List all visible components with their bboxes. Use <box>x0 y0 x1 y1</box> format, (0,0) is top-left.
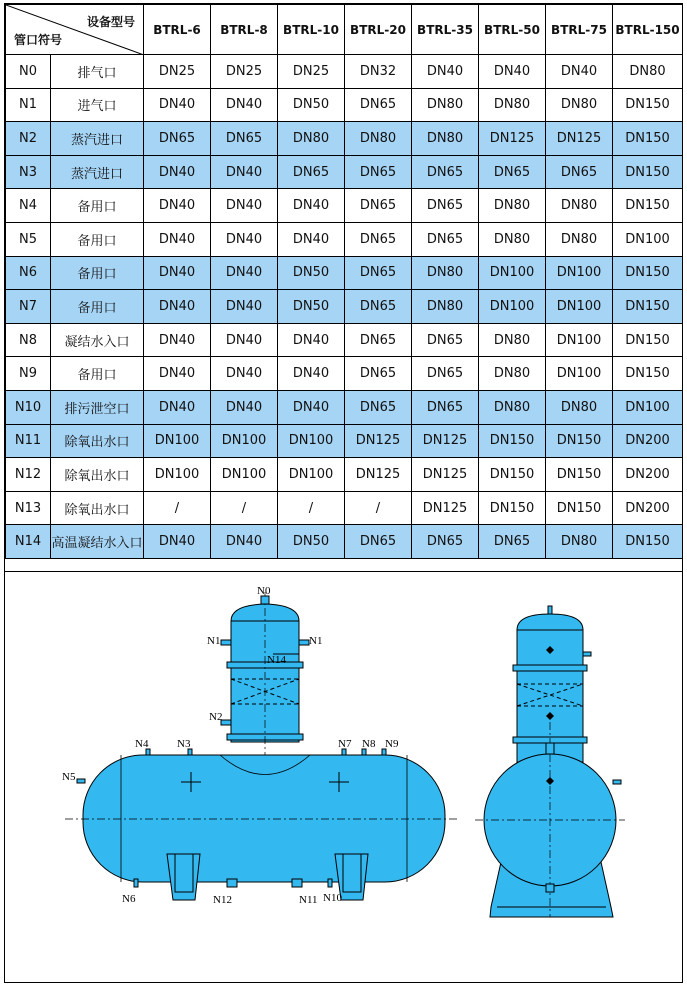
table-row <box>6 424 683 458</box>
nozzle-size: DN40 <box>211 290 278 324</box>
label-n12: N12 <box>213 894 232 906</box>
nozzle-size: DN40 <box>144 290 211 324</box>
label-n5: N5 <box>62 771 76 783</box>
nozzle-size: DN80 <box>546 222 613 256</box>
nozzle-size: DN100 <box>211 458 278 492</box>
nozzle-size: DN65 <box>345 189 412 223</box>
nozzle-size: DN125 <box>412 424 479 458</box>
nozzle-size: DN65 <box>412 525 479 559</box>
label-n7: N7 <box>338 738 352 750</box>
nozzle-size: DN100 <box>211 424 278 458</box>
nozzle-size: DN100 <box>479 256 546 290</box>
nozzle-size: DN100 <box>546 357 613 391</box>
nozzle-name: 备用口 <box>51 189 144 223</box>
table-row <box>6 357 683 391</box>
nozzle-size: DN40 <box>211 222 278 256</box>
nozzle-size: DN100 <box>613 222 683 256</box>
model-header: BTRL-35 <box>412 5 479 55</box>
nozzle-size: DN150 <box>613 525 683 559</box>
storage-tank <box>65 749 460 900</box>
nozzle-code: N4 <box>6 189 51 223</box>
nozzle-size: DN65 <box>345 525 412 559</box>
nozzle-size: DN40 <box>278 222 345 256</box>
nozzle-name: 除氧出水口 <box>51 424 144 458</box>
nozzle-size: DN100 <box>546 290 613 324</box>
nozzle-size: DN80 <box>479 323 546 357</box>
nozzle-size: DN40 <box>211 390 278 424</box>
nozzle-size: DN65 <box>479 155 546 189</box>
nozzle-size: DN100 <box>479 290 546 324</box>
nozzle-size: DN65 <box>211 122 278 156</box>
table-row <box>6 390 683 424</box>
nozzle-name: 凝结水入口 <box>51 323 144 357</box>
nozzle-code: N5 <box>6 222 51 256</box>
nozzle-size: DN25 <box>278 55 345 89</box>
label-n2: N2 <box>209 711 223 723</box>
nozzle-size: DN65 <box>479 525 546 559</box>
nozzle-size: / <box>211 491 278 525</box>
nozzle-size: DN80 <box>613 55 683 89</box>
nozzle-name: 备用口 <box>51 290 144 324</box>
nozzle-size: DN40 <box>144 390 211 424</box>
model-header: BTRL-150 <box>613 5 683 55</box>
nozzle-size: DN40 <box>211 88 278 122</box>
nozzle-size: DN200 <box>613 424 683 458</box>
nozzle-size: DN65 <box>144 122 211 156</box>
nozzle-name: 蒸汽进口 <box>51 155 144 189</box>
nozzle-size: DN40 <box>211 357 278 391</box>
nozzle-size: DN125 <box>546 122 613 156</box>
nozzle-size: DN150 <box>613 290 683 324</box>
nozzle-size: DN125 <box>412 491 479 525</box>
vessel-drawing <box>5 571 682 983</box>
nozzle-size: DN50 <box>278 256 345 290</box>
nozzle-name: 备用口 <box>51 256 144 290</box>
nozzle-name: 除氧出水口 <box>51 491 144 525</box>
nozzle-size: DN100 <box>546 256 613 290</box>
nozzle-code: N7 <box>6 290 51 324</box>
corner-bottom-label: 管口符号 <box>14 33 63 47</box>
model-header: BTRL-8 <box>211 5 278 55</box>
nozzle-size: DN125 <box>479 122 546 156</box>
nozzle-table <box>5 4 683 559</box>
nozzle-code: N0 <box>6 55 51 89</box>
nozzle-size: DN80 <box>412 88 479 122</box>
label-n1-left: N1 <box>207 635 221 647</box>
nozzle-size: DN100 <box>278 458 345 492</box>
nozzle-size: DN40 <box>144 155 211 189</box>
nozzle-size: DN65 <box>345 256 412 290</box>
nozzle-size: / <box>144 491 211 525</box>
nozzle-size: DN100 <box>613 390 683 424</box>
nozzle-code: N10 <box>6 390 51 424</box>
nozzle-size: DN100 <box>144 424 211 458</box>
nozzle-size: DN40 <box>211 323 278 357</box>
nozzle-size: DN40 <box>211 525 278 559</box>
nozzle-code: N1 <box>6 88 51 122</box>
nozzle-size: DN80 <box>479 222 546 256</box>
nozzle-size: DN65 <box>412 390 479 424</box>
nozzle-size: DN125 <box>345 424 412 458</box>
nozzle-size: DN50 <box>278 88 345 122</box>
table-row <box>6 222 683 256</box>
side-view <box>475 606 625 917</box>
model-header: BTRL-6 <box>144 5 211 55</box>
table-row <box>6 256 683 290</box>
label-n0: N0 <box>257 585 271 597</box>
nozzle-size: DN80 <box>412 256 479 290</box>
nozzle-size: DN150 <box>546 491 613 525</box>
nozzle-size: DN40 <box>144 88 211 122</box>
nozzle-name: 备用口 <box>51 222 144 256</box>
nozzle-size: DN200 <box>613 491 683 525</box>
nozzle-size: DN150 <box>479 491 546 525</box>
nozzle-size: DN65 <box>345 222 412 256</box>
nozzle-code: N9 <box>6 357 51 391</box>
nozzle-size: DN50 <box>278 525 345 559</box>
nozzle-name: 备用口 <box>51 357 144 391</box>
nozzle-size: DN40 <box>144 357 211 391</box>
nozzle-size: DN40 <box>144 256 211 290</box>
nozzle-size: DN40 <box>144 189 211 223</box>
nozzle-size: DN40 <box>278 357 345 391</box>
corner-top-label: 设备型号 <box>86 15 135 29</box>
nozzle-size: DN150 <box>613 256 683 290</box>
nozzle-size: DN65 <box>546 155 613 189</box>
nozzle-size: DN65 <box>412 357 479 391</box>
spec-sheet <box>4 3 683 983</box>
nozzle-size: DN100 <box>278 424 345 458</box>
nozzle-size: DN40 <box>546 55 613 89</box>
nozzle-size: DN80 <box>479 88 546 122</box>
nozzle-size: DN32 <box>345 55 412 89</box>
label-n10: N10 <box>323 892 342 904</box>
label-n3: N3 <box>177 738 191 750</box>
label-n11: N11 <box>299 894 318 906</box>
table-row <box>6 155 683 189</box>
table-row <box>6 55 683 89</box>
table-row <box>6 323 683 357</box>
nozzle-size: DN80 <box>546 525 613 559</box>
table-row <box>6 88 683 122</box>
nozzle-size: DN80 <box>546 88 613 122</box>
nozzle-size: DN65 <box>412 189 479 223</box>
nozzle-size: DN40 <box>211 189 278 223</box>
nozzle-code: N2 <box>6 122 51 156</box>
model-header: BTRL-20 <box>345 5 412 55</box>
nozzle-size: DN40 <box>479 55 546 89</box>
nozzle-name: 进气口 <box>51 88 144 122</box>
nozzle-size: DN65 <box>345 155 412 189</box>
nozzle-size: DN25 <box>144 55 211 89</box>
nozzle-code: N6 <box>6 256 51 290</box>
nozzle-size: DN150 <box>613 323 683 357</box>
nozzle-size: DN80 <box>479 189 546 223</box>
nozzle-size: DN80 <box>479 390 546 424</box>
nozzle-size: DN65 <box>412 323 479 357</box>
label-n14: N14 <box>267 654 286 666</box>
nozzle-code: N13 <box>6 491 51 525</box>
nozzle-size: DN150 <box>613 189 683 223</box>
nozzle-size: DN80 <box>278 122 345 156</box>
nozzle-size: DN80 <box>546 189 613 223</box>
nozzle-size: DN80 <box>479 357 546 391</box>
nozzle-size: DN80 <box>412 290 479 324</box>
header-row <box>6 5 683 55</box>
nozzle-size: / <box>278 491 345 525</box>
nozzle-size: DN65 <box>278 155 345 189</box>
label-n1-right: N1 <box>309 635 323 647</box>
deaerator-diagram <box>5 572 682 983</box>
nozzle-code: N14 <box>6 525 51 559</box>
label-n4: N4 <box>135 738 149 750</box>
nozzle-name: 高温凝结水入口 <box>51 525 144 559</box>
nozzle-name: 排气口 <box>51 55 144 89</box>
table-row <box>6 491 683 525</box>
table-row <box>6 189 683 223</box>
nozzle-code: N3 <box>6 155 51 189</box>
nozzle-size: DN100 <box>546 323 613 357</box>
corner-header <box>6 5 144 55</box>
label-n6: N6 <box>122 893 136 905</box>
nozzle-size: DN200 <box>613 458 683 492</box>
nozzle-size: DN150 <box>613 88 683 122</box>
model-header: BTRL-50 <box>479 5 546 55</box>
nozzle-size: DN40 <box>278 390 345 424</box>
nozzle-size: DN40 <box>278 323 345 357</box>
nozzle-size: DN150 <box>613 155 683 189</box>
nozzle-size: DN80 <box>412 122 479 156</box>
nozzle-size: DN40 <box>144 525 211 559</box>
nozzle-size: DN40 <box>278 189 345 223</box>
nozzle-size: DN150 <box>546 458 613 492</box>
nozzle-size: DN50 <box>278 290 345 324</box>
nozzle-size: DN65 <box>345 323 412 357</box>
nozzle-size: DN40 <box>211 256 278 290</box>
table-row <box>6 525 683 559</box>
nozzle-size: DN150 <box>479 458 546 492</box>
nozzle-size: DN40 <box>412 55 479 89</box>
nozzle-size: DN150 <box>479 424 546 458</box>
nozzle-size: DN65 <box>345 290 412 324</box>
table-row <box>6 122 683 156</box>
nozzle-name: 蒸汽进口 <box>51 122 144 156</box>
nozzle-size: DN100 <box>144 458 211 492</box>
label-n9: N9 <box>385 738 399 750</box>
nozzle-size: DN65 <box>345 88 412 122</box>
nozzle-size: DN150 <box>613 122 683 156</box>
nozzle-size: DN80 <box>345 122 412 156</box>
label-n8: N8 <box>362 738 376 750</box>
nozzle-size: DN125 <box>412 458 479 492</box>
nozzle-size: DN65 <box>412 222 479 256</box>
model-header: BTRL-75 <box>546 5 613 55</box>
nozzle-code: N12 <box>6 458 51 492</box>
nozzle-size: DN40 <box>144 222 211 256</box>
nozzle-code: N8 <box>6 323 51 357</box>
nozzle-size: DN125 <box>345 458 412 492</box>
nozzle-size: DN80 <box>546 390 613 424</box>
nozzle-code: N11 <box>6 424 51 458</box>
nozzle-size: DN150 <box>546 424 613 458</box>
nozzle-size: DN65 <box>345 357 412 391</box>
nozzle-size: DN25 <box>211 55 278 89</box>
nozzle-size: DN40 <box>144 323 211 357</box>
nozzle-size: DN65 <box>345 390 412 424</box>
nozzle-size: / <box>345 491 412 525</box>
nozzle-size: DN40 <box>211 155 278 189</box>
table-row <box>6 290 683 324</box>
nozzle-size: DN65 <box>412 155 479 189</box>
nozzle-name: 除氧出水口 <box>51 458 144 492</box>
table-row <box>6 458 683 492</box>
model-header: BTRL-10 <box>278 5 345 55</box>
nozzle-name: 排污泄空口 <box>51 390 144 424</box>
nozzle-size: DN150 <box>613 357 683 391</box>
